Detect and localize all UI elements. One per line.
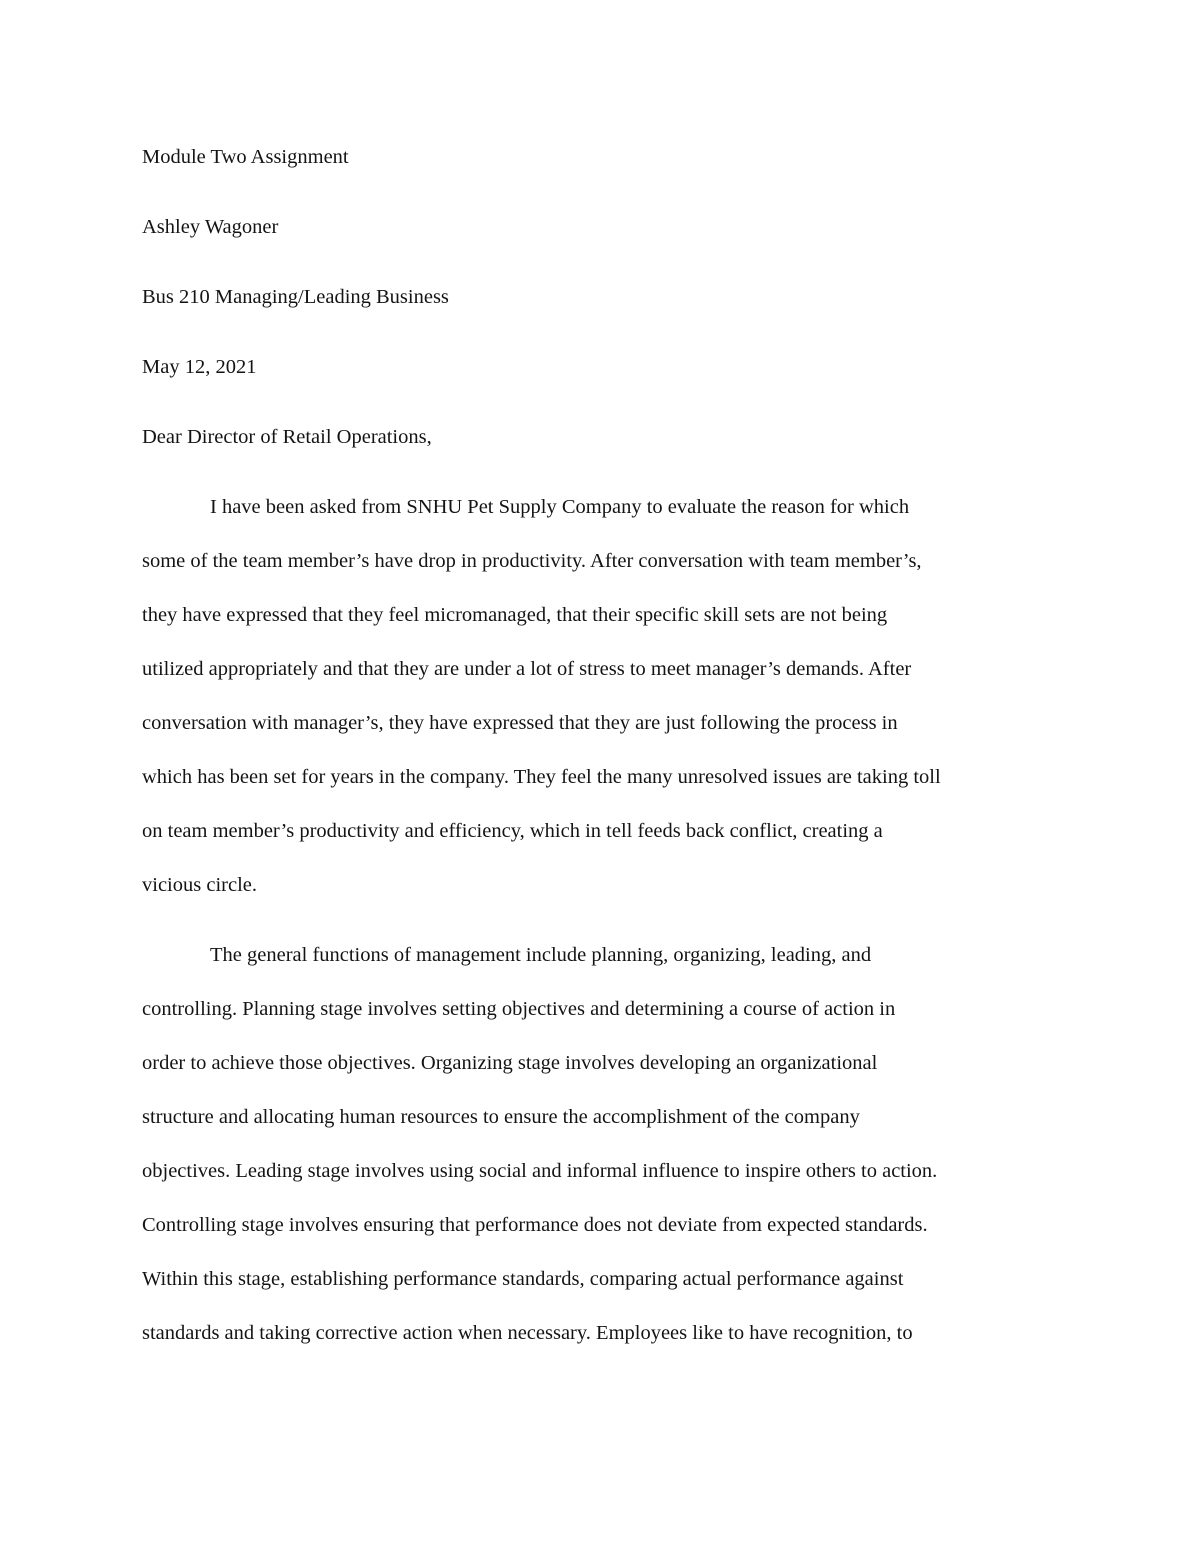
salutation: Dear Director of Retail Operations, bbox=[142, 426, 432, 448]
document-body bbox=[142, 130, 1062, 1376]
paragraph-line: objectives. Leading stage involves using social and informal influence to inspire others to action. bbox=[142, 1160, 938, 1182]
paragraph-2 bbox=[142, 928, 1062, 1360]
paragraph-line: on team member’s productivity and efficiency, which in tell feeds back conflict, creating a bbox=[142, 820, 883, 842]
assignment-title: Module Two Assignment bbox=[142, 146, 349, 168]
author-name: Ashley Wagoner bbox=[142, 216, 279, 238]
paragraph-line: utilized appropriately and that they are under a lot of stress to meet manager’s demands. After bbox=[142, 658, 912, 680]
paragraph-1 bbox=[142, 480, 1062, 912]
paragraph-line: standards and taking corrective action when necessary. Employees like to have recognition, to bbox=[142, 1322, 913, 1344]
paragraph-line: controlling. Planning stage involves setting objectives and determining a course of action in bbox=[142, 998, 896, 1020]
paragraph-line: some of the team member’s have drop in productivity. After conversation with team member’s, bbox=[142, 550, 922, 572]
paragraph-line: The general functions of management include planning, organizing, leading, and bbox=[210, 944, 872, 966]
paragraph-line: I have been asked from SNHU Pet Supply Company to evaluate the reason for which bbox=[210, 496, 910, 518]
paragraph-line: structure and allocating human resources to ensure the accomplishment of the company bbox=[142, 1106, 860, 1128]
paragraph-line: vicious circle. bbox=[142, 874, 257, 896]
paragraph-line: Controlling stage involves ensuring that performance does not deviate from expected standards. bbox=[142, 1214, 928, 1236]
document-date: May 12, 2021 bbox=[142, 356, 257, 378]
paragraph-line: Within this stage, establishing performance standards, comparing actual performance against bbox=[142, 1268, 904, 1290]
paragraph-line: conversation with manager’s, they have expressed that they are just following the process in bbox=[142, 712, 898, 734]
paragraph-line: order to achieve those objectives. Organizing stage involves developing an organizational bbox=[142, 1052, 878, 1074]
paragraph-line: which has been set for years in the company. They feel the many unresolved issues are taking toll bbox=[142, 766, 941, 788]
paragraph-line: they have expressed that they feel micromanaged, that their specific skill sets are not being bbox=[142, 604, 888, 626]
course-name: Bus 210 Managing/Leading Business bbox=[142, 286, 449, 308]
